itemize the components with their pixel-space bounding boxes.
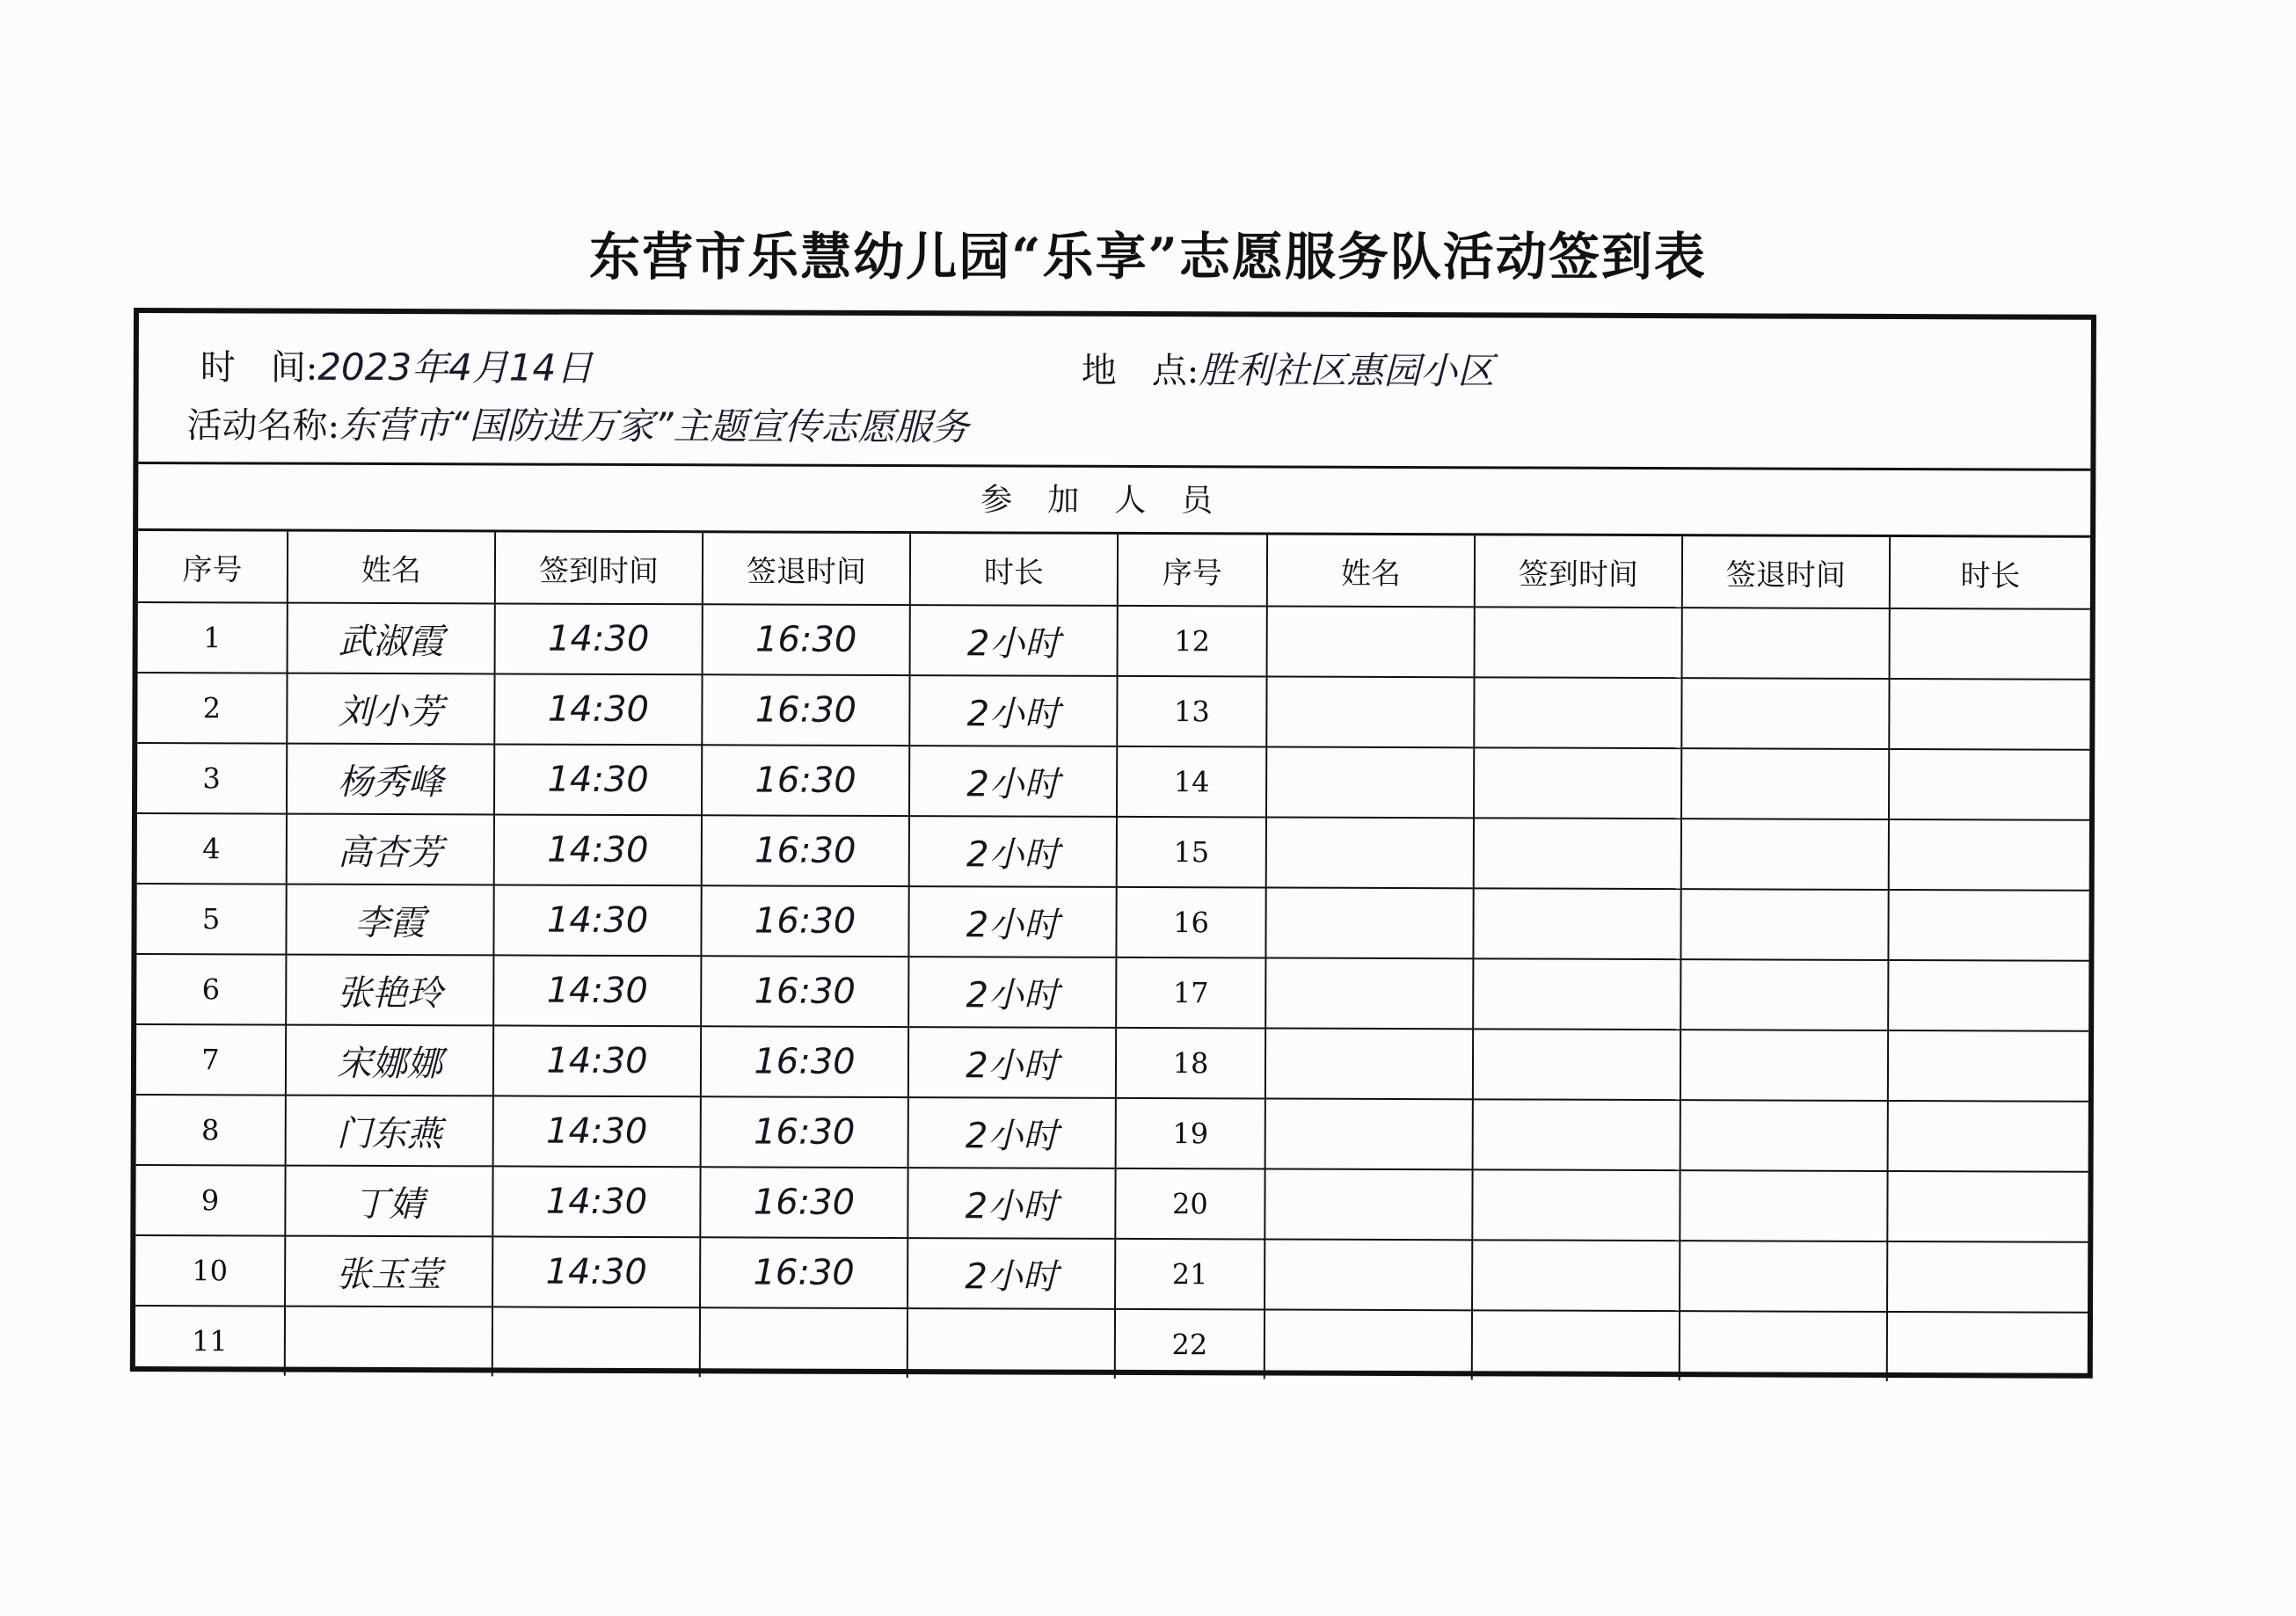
col-header: 签退时间 [1682, 536, 1890, 608]
activity-row [186, 396, 968, 451]
row-number: 13 [1117, 676, 1266, 747]
sign-out-time-cell: 16:30 [700, 1167, 907, 1238]
table-row [136, 954, 2088, 1031]
row-number: 1 [138, 602, 288, 673]
row-number: 5 [136, 884, 286, 955]
col-header: 签退时间 [703, 533, 910, 605]
sign-in-time-cell: 14:30 [494, 814, 702, 885]
name-cell [285, 1307, 492, 1377]
row-number: 10 [135, 1235, 285, 1307]
sign-in-time-cell [1472, 1310, 1680, 1380]
col-header: 签到时间 [1475, 535, 1682, 608]
name-cell [1265, 957, 1473, 1029]
duration-cell: 2小时 [907, 1238, 1115, 1309]
col-header: 姓名 [1267, 535, 1475, 608]
duration-cell [1888, 890, 2088, 961]
sign-in-time-cell [1475, 607, 1682, 678]
name-cell: 高杏芳 [287, 814, 494, 885]
sign-out-time-cell: 16:30 [702, 815, 909, 886]
sign-out-time-cell: 16:30 [702, 745, 909, 816]
duration-cell: 2小时 [909, 816, 1117, 887]
sign-in-time-cell: 14:30 [492, 1166, 700, 1237]
row-number: 7 [136, 1024, 286, 1096]
table-row [136, 884, 2088, 961]
row-number: 4 [137, 813, 287, 884]
page-title: 东营市乐慧幼儿园“乐享”志愿服务队活动签到表 [589, 227, 1707, 287]
sign-in-time-cell [1474, 747, 1681, 819]
name-cell: 张玉莹 [285, 1236, 492, 1307]
sign-out-time-cell: 16:30 [702, 674, 909, 746]
name-cell [1265, 1239, 1472, 1310]
sign-in-time-cell [1473, 1029, 1680, 1100]
place-value: 胜利社区惠园小区 [1199, 348, 1495, 393]
sign-out-time-cell [1680, 959, 1888, 1030]
name-cell: 张艳玲 [286, 955, 493, 1026]
duration-cell [1887, 1312, 2088, 1382]
name-cell [1265, 1309, 1472, 1379]
sign-in-time-cell: 14:30 [493, 1025, 701, 1096]
duration-cell [1889, 819, 2089, 891]
sign-in-time-cell [1473, 958, 1680, 1030]
row-number: 9 [135, 1165, 285, 1236]
col-header: 时长 [1890, 537, 2090, 609]
activity-value: 东营市“国防进万家”主题宣传志愿服务 [339, 403, 969, 449]
sign-out-time-cell [700, 1307, 907, 1378]
sign-out-time-cell [1680, 1311, 1887, 1381]
name-cell [1265, 1168, 1472, 1240]
duration-cell [1890, 608, 2090, 680]
name-cell: 刘小芳 [287, 673, 494, 745]
sign-in-time-cell [1472, 1240, 1680, 1311]
activity-info [138, 313, 2091, 471]
row-number: 16 [1116, 887, 1265, 958]
attendance-table [135, 531, 2090, 1382]
row-number: 19 [1116, 1098, 1265, 1169]
row-number: 15 [1117, 817, 1266, 888]
table-row [137, 673, 2089, 750]
name-cell [1265, 1098, 1473, 1169]
sign-out-time-cell [1682, 608, 1890, 679]
duration-cell: 2小时 [908, 1097, 1116, 1168]
duration-cell [907, 1308, 1115, 1379]
row-number: 2 [137, 673, 287, 744]
activity-label: 活动名称: [186, 405, 340, 447]
name-cell [1266, 817, 1474, 888]
time-row [200, 338, 594, 392]
duration-cell [1887, 1171, 2088, 1242]
row-number: 21 [1115, 1239, 1265, 1310]
name-cell [1266, 746, 1474, 818]
name-cell [1266, 677, 1474, 748]
row-number: 12 [1118, 606, 1267, 677]
duration-cell: 2小时 [908, 886, 1116, 957]
name-cell: 武淑霞 [288, 603, 495, 674]
row-number: 8 [136, 1095, 286, 1166]
name-cell [1265, 887, 1473, 958]
sign-out-time-cell: 16:30 [701, 1026, 908, 1097]
row-number: 3 [137, 743, 287, 814]
table-row [136, 1024, 2088, 1102]
row-number: 22 [1115, 1309, 1265, 1379]
row-number: 6 [136, 954, 286, 1025]
time-label: 时 间: [200, 347, 318, 389]
sign-in-time-cell [1474, 677, 1681, 748]
duration-cell [1889, 679, 2089, 750]
sign-in-time-cell [1473, 888, 1680, 959]
name-cell [1265, 1028, 1473, 1099]
table-row [135, 1165, 2088, 1242]
participants-heading: 参加人员 [138, 464, 2090, 538]
duration-cell [1888, 1101, 2088, 1172]
place-label: 地 点: [1081, 350, 1199, 392]
duration-cell [1888, 960, 2088, 1031]
duration-cell: 2小时 [909, 675, 1117, 746]
sign-in-time-cell: 14:30 [493, 1096, 701, 1167]
sign-in-time-cell: 14:30 [495, 603, 703, 674]
sign-in-time-cell [492, 1307, 700, 1377]
sign-in-time-cell: 14:30 [492, 1236, 700, 1307]
sign-out-time-cell [1681, 748, 1889, 819]
table-row [135, 1235, 2088, 1313]
place-row [1082, 341, 1495, 396]
sign-in-time-cell: 14:30 [493, 884, 701, 956]
sign-out-time-cell: 16:30 [701, 1096, 908, 1168]
table-header-row [138, 531, 2090, 609]
sign-out-time-cell: 16:30 [701, 885, 908, 957]
sign-out-time-cell: 16:30 [703, 604, 910, 675]
duration-cell: 2小时 [908, 957, 1116, 1028]
duration-cell [1889, 749, 2089, 820]
table-row [137, 743, 2089, 820]
sign-in-time-cell: 14:30 [493, 955, 701, 1026]
sign-out-time-cell [1681, 819, 1889, 890]
name-cell: 杨秀峰 [287, 744, 494, 815]
sign-in-time-cell: 14:30 [494, 673, 702, 745]
col-header: 序号 [138, 531, 288, 603]
sign-in-time-cell [1473, 1099, 1680, 1170]
name-cell: 丁婧 [285, 1166, 492, 1237]
sign-out-time-cell [1680, 1030, 1888, 1101]
sign-out-time-cell [1681, 678, 1889, 749]
sign-out-time-cell [1680, 1100, 1888, 1171]
col-header: 序号 [1118, 535, 1267, 607]
table-row [138, 602, 2090, 680]
sign-in-time-cell [1472, 1169, 1680, 1241]
row-number: 17 [1116, 957, 1265, 1029]
sign-out-time-cell [1680, 1170, 1887, 1241]
name-cell: 李霞 [286, 884, 493, 956]
table-row [135, 1306, 2088, 1382]
duration-cell: 2小时 [910, 605, 1118, 676]
name-cell [1267, 607, 1475, 678]
duration-cell: 2小时 [908, 1027, 1116, 1098]
row-number: 20 [1115, 1168, 1265, 1240]
col-header: 姓名 [288, 532, 495, 604]
table-row [136, 1095, 2088, 1172]
row-number: 14 [1117, 746, 1266, 818]
time-value: 2023年4月14日 [317, 345, 594, 389]
table-row [137, 813, 2089, 891]
duration-cell: 2小时 [909, 746, 1117, 817]
duration-cell [1888, 1030, 2088, 1102]
sign-out-time-cell [1680, 1241, 1887, 1312]
sign-in-sheet [130, 308, 2096, 1379]
sign-out-time-cell [1680, 889, 1888, 960]
sign-in-time-cell: 14:30 [494, 744, 702, 815]
duration-cell [1887, 1241, 2088, 1313]
name-cell: 宋娜娜 [286, 1025, 493, 1096]
row-number: 18 [1116, 1028, 1265, 1099]
row-number: 11 [135, 1306, 285, 1376]
sign-out-time-cell: 16:30 [700, 1237, 907, 1308]
sign-out-time-cell: 16:30 [701, 956, 908, 1027]
sign-in-time-cell [1474, 818, 1681, 889]
col-header: 签到时间 [495, 532, 703, 604]
col-header: 时长 [910, 534, 1118, 606]
duration-cell: 2小时 [907, 1168, 1115, 1239]
name-cell: 门东燕 [286, 1096, 493, 1167]
